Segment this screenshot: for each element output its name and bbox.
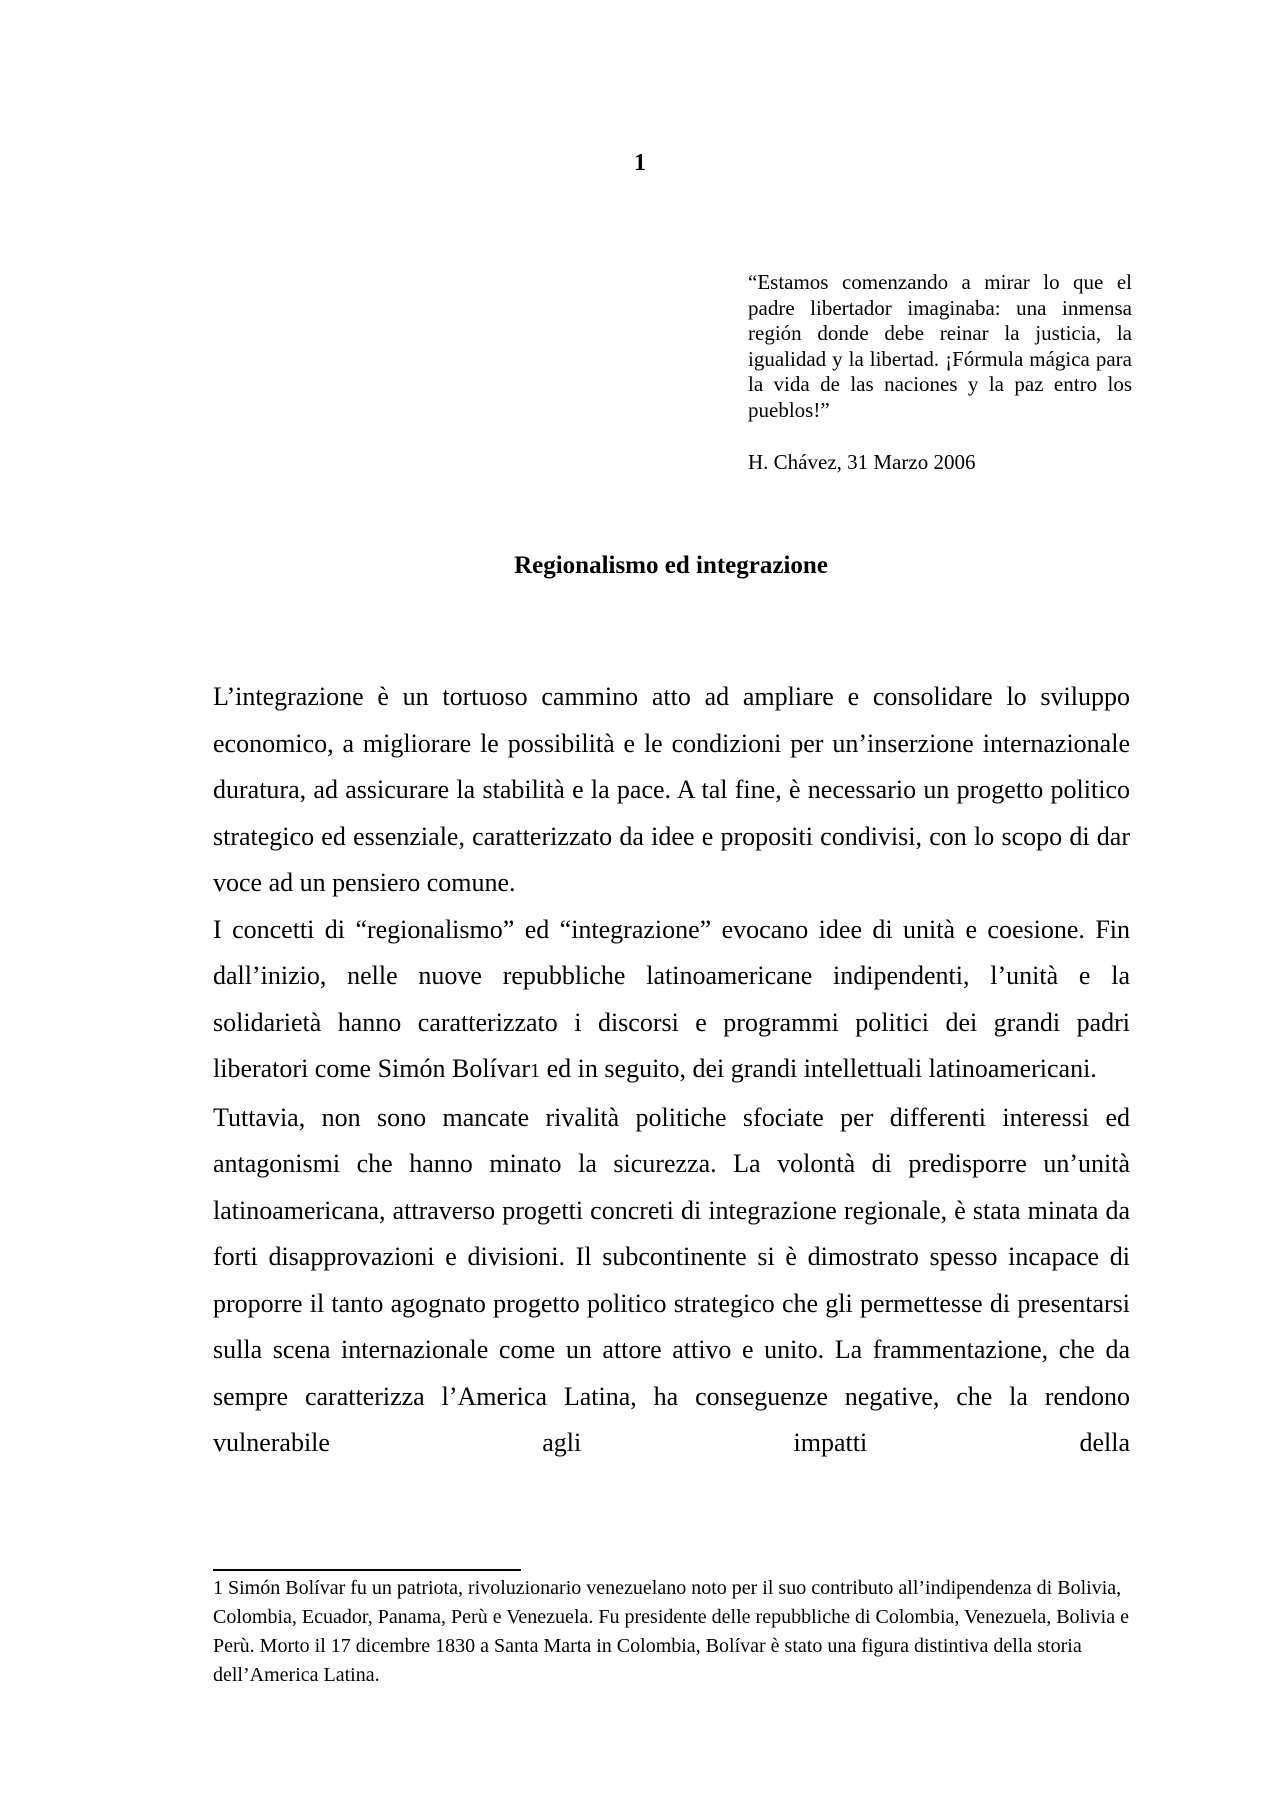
body-text (213, 674, 1130, 1467)
body-paragraph (213, 907, 1130, 1095)
footnote-text: 1 Simón Bolívar fu un patriota, rivoluzionario venezuelano noto per il suo contributo all’indipendenza di Bolivia, Colombia, Ecuador, Panama, Perù e Venezuela. Fu presidente delle repubbliche di Colombia, Venezuela, Bolivia e Perù. Morto il 17 dicembre 1830 a Santa Marta in Colombia, Bolívar è stato una figura distintiva della storia dell’America Latina. (213, 1577, 1129, 1686)
footnote-separator (213, 1569, 521, 1571)
section-title: Regionalismo ed integrazione (514, 552, 828, 579)
epigraph-attribution: H. Chávez, 31 Marzo 2006 (748, 450, 976, 474)
body-paragraph: Tuttavia, non sono mancate rivalità politiche sfociate per differenti interessi ed antagonismi che hanno minato la sicurezza. La volontà di predisporre un’unità latinoamericana, attraverso progetti concreti di integrazione regionale, è stata minata da forti disapprovazioni e divisioni. Il subcontinente si è dimostrato spesso incapace di proporre il tanto agognato progetto politico strategico che gli permettesse di presentarsi sulla scena internazionale come un attore attivo e unito. La frammentazione, che da sempre caratterizza l’America Latina, ha conseguenze negative, che la rendono vulnerabile agli impatti della (213, 1102, 1130, 1457)
body-paragraph-text: I concetti di “regionalismo” ed “integrazione” evocano idee di unità e coesione. Fin dall’inizio, nelle nuove repubbliche latinoamericane indipendenti, l’unità e la solidarietà hanno caratterizzato i discorsi e programmi politici dei grandi padri liberatori come Simón Bolívar (213, 914, 1130, 1083)
epigraph (748, 270, 1132, 474)
footnote (213, 1574, 1133, 1690)
footnote-reference: 1 (530, 1060, 541, 1082)
epigraph-quote: “Estamos comenzando a mirar lo que el padre libertador imaginaba: una inmensa región donde debe reinar la justicia, la igualidad y la libertad. ¡Fórmula mágica para la vida de las naciones y la paz entro los pueblos!” (748, 270, 1132, 422)
body-paragraph: L’integrazione è un tortuoso cammino atto ad ampliare e consolidare lo sviluppo economico, a migliorare le possibilità e le condizioni per un’inserzione internazionale duratura, ad assicurare la stabilità e la pace. A tal fine, è necessario un progetto politico strategico ed essenziale, caratterizzato da idee e propositi condivisi, con lo scopo di dar voce ad un pensiero comune. (213, 682, 1130, 897)
body-paragraph-text: ed in seguito, dei grandi intellettuali latinoamericani. (546, 1054, 1097, 1083)
page-number: 1 (634, 150, 646, 176)
